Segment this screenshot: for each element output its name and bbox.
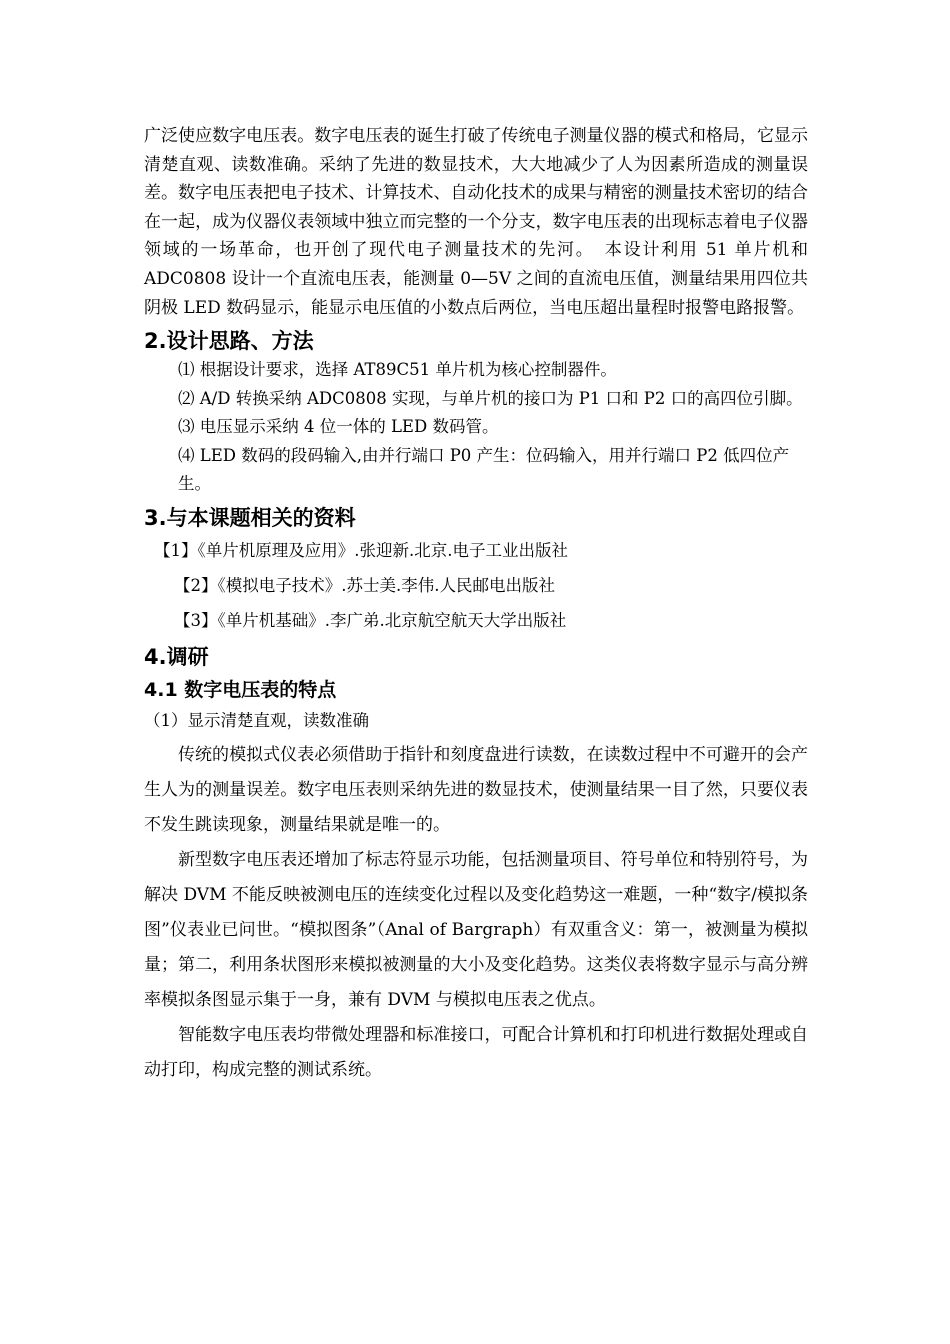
section-4-1-heading: 4.1 数字电压表的特点	[144, 678, 337, 701]
section-4-heading: 4.调研	[144, 644, 209, 669]
reference-2: 【2】《模拟电子技术》.苏士美.李伟.人民邮电出版社	[174, 575, 555, 595]
section-4-paragraph-1: 传统的模拟式仪表必须借助于指针和刻度盘进行读数，在读数过程中不可避开的会产生人为的测量误差。数字电压表则采纳先进的数显技术，使测量结果一目了然，只要仪表不发生跳读现象，测量结果就是唯一的。	[144, 744, 808, 835]
section-4-paragraph-3: 智能数字电压表均带微处理器和标准接口，可配合计算机和打印机进行数据处理或自动打印，构成完整的测试系统。	[144, 1024, 808, 1080]
section-2-item-3: ⑶ 电压显示采纳 4 位一体的 LED 数码管。	[178, 417, 499, 437]
reference-1: 【1】《单片机原理及应用》.张迎新.北京.电子工业出版社	[154, 540, 568, 560]
section-4-1-item-1: （1）显示清楚直观，读数准确	[144, 710, 369, 730]
section-4-paragraph-2: 新型数字电压表还增加了标志符显示功能，包括测量项目、符号单位和特别符号，为解决 DVM 不能反映被测电压的连续变化过程以及变化趋势这一难题，一种“数字/模拟条图”仪表业已问世。“模拟图条”（Anal of Bargraph）有双重含义：第一，被测量为模拟量；第二，利用条状图形来模拟被测量的大小及变化趋势。这类仪表将数字显示与高分辨率模拟条图显示集于一身，兼有 DVM 与模拟电压表之优点。	[144, 849, 808, 1010]
section-2-item-4: ⑷ LED 数码的段码输入,由并行端口 P0 产生：位码输入，用并行端口 P2 低四位产生。	[178, 445, 790, 494]
page-content	[144, 122, 808, 1088]
reference-3: 【3】《单片机基础》.李广弟.北京航空航天大学出版社	[174, 610, 567, 630]
intro-paragraph: 广泛使应数字电压表。数字电压表的诞生打破了传统电子测量仪器的模式和格局，它显示清楚直观、读数准确。采纳了先进的数显技术，大大地减少了人为因素所造成的测量误差。数字电压表把电子技术、计算技术、自动化技术的成果与精密的测量技术密切的结合在一起，成为仪器仪表领域中独立而完整的一个分支，数字电压表的出现标志着电子仪器领域的一场革命，也开创了现代电子测量技术的先河。 本设计利用 51 单片机和 ADC0808 设计一个直流电压表，能测量 0—5V 之间的直流电压值，测量结果用四位共阴极 LED 数码显示，能显示电压值的小数点后两位，当电压超出量程时报警电路报警。	[144, 126, 808, 318]
section-3-heading: 3.与本课题相关的资料	[144, 505, 356, 530]
section-2-item-1: ⑴ 根据设计要求，选择 AT89C51 单片机为核心控制器件。	[178, 360, 617, 380]
section-2-item-2: ⑵ A/D 转换采纳 ADC0808 实现，与单片机的接口为 P1 口和 P2 口的高四位引脚。	[178, 388, 803, 408]
section-2-heading: 2.设计思路、方法	[144, 329, 314, 354]
